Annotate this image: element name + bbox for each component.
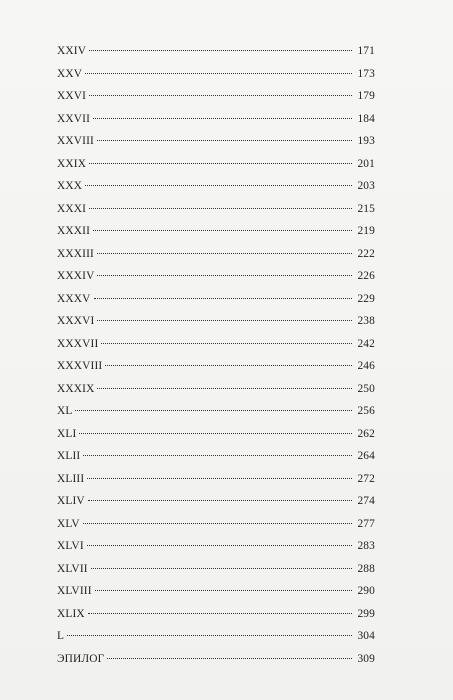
toc-leader-dots	[83, 522, 352, 524]
toc-page-number: 215	[357, 202, 375, 215]
toc-entry	[57, 400, 375, 423]
toc-chapter-label: XLVII	[57, 562, 88, 575]
toc-entry	[57, 648, 375, 671]
toc-leader-dots	[88, 499, 352, 501]
toc-page-number: 274	[357, 495, 375, 507]
toc-chapter-label: XXX	[57, 180, 83, 192]
toc-leader-dots	[93, 229, 352, 231]
toc-page-number: 226	[357, 270, 375, 282]
toc-page-number: 171	[357, 45, 375, 57]
toc-leader-dots	[87, 477, 352, 479]
toc-leader-dots	[107, 657, 352, 659]
toc-entry	[57, 355, 375, 378]
toc-leader-dots	[89, 49, 352, 51]
toc-page-number: 250	[357, 382, 375, 395]
toc-chapter-label: XXVII	[57, 112, 91, 125]
toc-chapter-label: XXIX	[57, 157, 87, 170]
toc-page-number: 299	[357, 607, 375, 620]
toc-chapter-label: XXXIX	[57, 382, 95, 395]
toc-leader-dots	[91, 567, 352, 569]
toc-leader-dots	[97, 387, 352, 389]
toc-leader-dots	[97, 274, 352, 276]
toc-leader-dots	[105, 364, 352, 366]
toc-leader-dots	[94, 297, 352, 299]
toc-entry	[57, 63, 375, 86]
toc-leader-dots	[97, 139, 352, 141]
toc-page-number: 304	[357, 630, 375, 642]
toc-page-number: 290	[357, 585, 375, 597]
toc-chapter-label: ЭПИЛОГ	[57, 652, 105, 665]
toc-entry	[57, 220, 375, 243]
toc-page-number: 283	[357, 540, 375, 552]
toc-leader-dots	[89, 94, 352, 96]
toc-leader-dots	[67, 634, 352, 636]
toc-page-number: 242	[357, 337, 375, 350]
toc-page-number: 264	[357, 450, 375, 462]
toc-chapter-label: XLIV	[57, 495, 85, 507]
toc-page-number: 219	[357, 225, 375, 237]
toc-entry	[57, 580, 375, 603]
toc-leader-dots	[93, 117, 352, 119]
toc-entry	[57, 130, 375, 153]
toc-page-number: 229	[357, 292, 375, 305]
toc-chapter-label: XXVI	[57, 90, 87, 102]
toc-entry	[57, 108, 375, 131]
toc-chapter-label: XXXII	[57, 225, 91, 237]
toc-entry	[57, 423, 375, 446]
toc-page-number: 262	[357, 427, 375, 440]
table-of-contents	[57, 40, 375, 670]
toc-chapter-label: XLVIII	[57, 585, 92, 597]
toc-chapter-label: XXXVII	[57, 337, 99, 350]
toc-page-number: 309	[357, 652, 375, 665]
toc-leader-dots	[88, 612, 352, 614]
toc-chapter-label: XXXIV	[57, 270, 95, 282]
toc-entry	[57, 513, 375, 536]
toc-chapter-label: XXVIII	[57, 135, 94, 147]
toc-page-number: 288	[357, 562, 375, 575]
toc-entry	[57, 333, 375, 356]
toc-page-number: 222	[357, 247, 375, 260]
toc-leader-dots	[101, 342, 352, 344]
toc-chapter-label: XXXIII	[57, 247, 94, 260]
toc-entry	[57, 603, 375, 626]
toc-page-number: 184	[357, 112, 375, 125]
toc-chapter-label: XLIII	[57, 472, 85, 485]
toc-entry	[57, 175, 375, 198]
toc-chapter-label: XL	[57, 405, 73, 417]
toc-entry	[57, 243, 375, 266]
toc-chapter-label: XLIX	[57, 607, 85, 620]
toc-page-number: 277	[357, 517, 375, 530]
toc-leader-dots	[85, 72, 352, 74]
toc-chapter-label: XXXVIII	[57, 360, 103, 372]
toc-page-number: 173	[357, 67, 375, 80]
toc-chapter-label: XLV	[57, 517, 80, 530]
toc-entry	[57, 625, 375, 648]
toc-entry	[57, 288, 375, 311]
toc-chapter-label: XLI	[57, 427, 77, 440]
toc-leader-dots	[97, 319, 352, 321]
toc-entry	[57, 558, 375, 581]
toc-chapter-label: XLVI	[57, 540, 84, 552]
toc-leader-dots	[75, 409, 352, 411]
toc-entry	[57, 153, 375, 176]
toc-entry	[57, 265, 375, 288]
toc-chapter-label: XXV	[57, 67, 83, 80]
toc-chapter-label: L	[57, 630, 65, 642]
toc-chapter-label: XLII	[57, 450, 81, 462]
toc-page-number: 201	[357, 157, 375, 170]
toc-entry	[57, 445, 375, 468]
toc-entry	[57, 198, 375, 221]
toc-entry	[57, 468, 375, 491]
toc-entry	[57, 535, 375, 558]
toc-chapter-label: XXXVI	[57, 315, 95, 327]
toc-page-number: 179	[357, 90, 375, 102]
toc-entry	[57, 40, 375, 63]
toc-chapter-label: XXIV	[57, 45, 87, 57]
toc-page-number: 246	[357, 360, 375, 372]
toc-entry	[57, 378, 375, 401]
toc-leader-dots	[89, 162, 352, 164]
toc-leader-dots	[79, 432, 352, 434]
toc-page-number: 272	[357, 472, 375, 485]
toc-leader-dots	[89, 207, 352, 209]
toc-chapter-label: XXXI	[57, 202, 87, 215]
toc-entry	[57, 490, 375, 513]
toc-entry	[57, 310, 375, 333]
toc-leader-dots	[95, 589, 352, 591]
toc-leader-dots	[97, 252, 352, 254]
toc-leader-dots	[83, 454, 352, 456]
toc-leader-dots	[85, 184, 352, 186]
toc-page-number: 256	[357, 405, 375, 417]
toc-leader-dots	[87, 544, 352, 546]
toc-page-number: 203	[357, 180, 375, 192]
toc-page-number: 193	[357, 135, 375, 147]
toc-entry	[57, 85, 375, 108]
toc-chapter-label: XXXV	[57, 292, 91, 305]
toc-page-number: 238	[357, 315, 375, 327]
